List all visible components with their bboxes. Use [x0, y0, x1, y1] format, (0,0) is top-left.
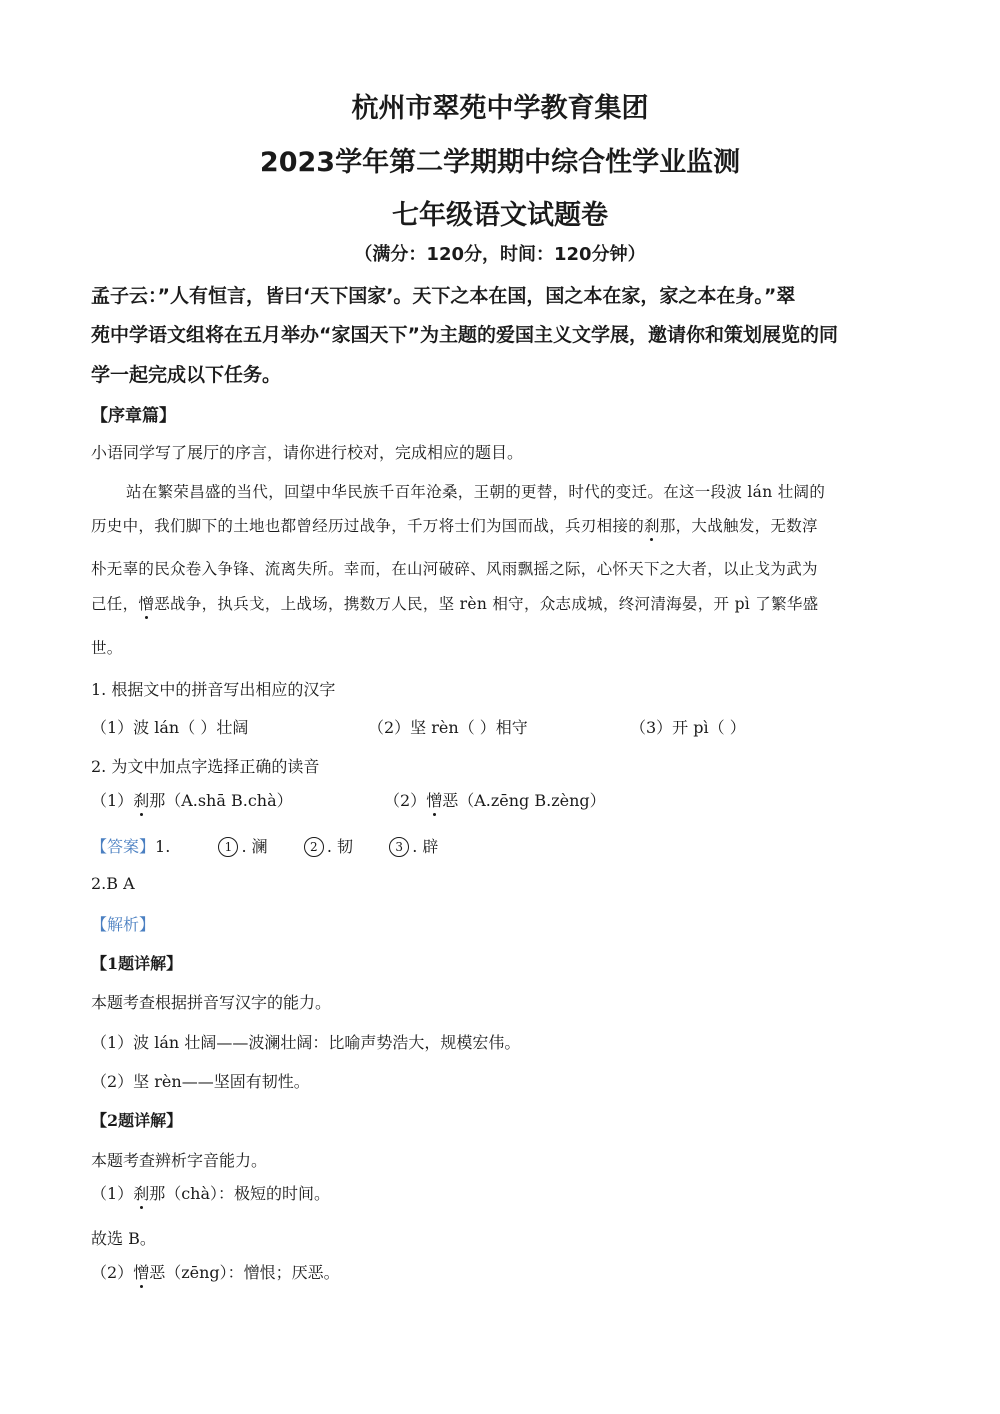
- intro-line-2: 苑中学语文组将在五月举办“家国天下”为主题的爱国主义文学展，邀请你和策划展览的同: [91, 324, 838, 346]
- dotted-char: 刹: [133, 1184, 150, 1203]
- dotted-char: 刹: [644, 517, 660, 535]
- q1-detail-desc: 本题考查根据拼音写汉字的能力。: [91, 993, 332, 1012]
- q2-stem: 2. 为文中加点字选择正确的读音: [91, 757, 320, 776]
- q1-item-1: （1）波 lán（ ）壮阔: [91, 718, 249, 737]
- paper-title: 七年级语文试题卷: [392, 200, 608, 231]
- task-instruction: 小语同学写了展厅的序言，请你进行校对，完成相应的题目。: [91, 443, 524, 462]
- q1-detail-line-2: （2）坚 rèn——坚固有韧性。: [91, 1072, 310, 1091]
- q1-detail-line-1: （1）波 lán 壮阔——波澜壮阔：比喻声势浩大，规模宏伟。: [91, 1033, 521, 1052]
- q2-detail-line-1: （1）刹那（chà）：极短的时间。: [91, 1184, 331, 1203]
- answer-label: 【答案】: [91, 837, 156, 856]
- q1-stem: 1. 根据文中的拼音写出相应的汉字: [91, 680, 336, 699]
- dotted-char: 憎: [426, 791, 443, 810]
- section-preface: 【序章篇】: [91, 406, 176, 426]
- circled-number: 3: [389, 837, 409, 857]
- circled-number: 2: [304, 837, 324, 857]
- passage-line-4: 己任，憎恶战争，执兵戈，上战场，携数万人民，坚 rèn 相守，众志成城，终河清海晏，开 pì 了繁华盛: [91, 595, 819, 613]
- answer-line-1: 【答案】1. 1 . 澜 2 . 韧 3 . 辟: [91, 837, 439, 856]
- dotted-char: 憎: [138, 595, 155, 613]
- school-title: 杭州市翠苑中学教育集团: [351, 93, 649, 124]
- q2-item-2: （2）憎恶（A.zēng B.zèng）: [384, 791, 606, 810]
- circled-number: 1: [218, 837, 238, 857]
- passage-line-1: 站在繁荣昌盛的当代，回望中华民族千百年沧桑，王朝的更替，时代的变迁。在这一段波 lán 壮阔的: [126, 483, 826, 501]
- q1-item-2: （2）坚 rèn（ ）相守: [368, 718, 528, 737]
- intro-line-3: 学一起完成以下任务。: [91, 364, 282, 386]
- q2-detail-choice: 故选 B。: [91, 1229, 156, 1248]
- analysis-label: 【解析】: [91, 915, 156, 934]
- passage-line-5: 世。: [91, 639, 123, 657]
- dotted-char: 刹: [133, 791, 150, 810]
- passage-line-2: 历史中，我们脚下的土地也都曾经历过战争，千万将士们为国而战，兵刃相接的刹那，大战触发，无数淳: [91, 517, 818, 535]
- dotted-char: 憎: [133, 1263, 150, 1282]
- intro-line-1: 孟子云：”人有恒言，皆曰‘天下国家’。天下之本在国，国之本在家，家之本在身。”翠: [91, 285, 796, 307]
- exam-title: 2023学年第二学期期中综合性学业监测: [259, 147, 741, 178]
- q2-item-1: （1）刹那（A.shā B.chà）: [91, 791, 293, 810]
- q2-detail-line-2: （2）憎恶（zēng）：憎恨；厌恶。: [91, 1263, 340, 1282]
- passage-line-3: 朴无辜的民众卷入争锋、流离失所。幸而，在山河破碎、风雨飘摇之际，心怀天下之大者，以止戈为武为: [91, 560, 818, 578]
- q2-detail-heading: 【2题详解】: [91, 1111, 183, 1130]
- q1-item-3: （3）开 pì（ ）: [630, 718, 746, 737]
- score-time: （满分：120分，时间：120分钟）: [354, 244, 646, 265]
- q1-detail-heading: 【1题详解】: [91, 954, 183, 973]
- q2-detail-desc: 本题考查辨析字音能力。: [91, 1151, 268, 1170]
- answer-line-2: 2.B A: [91, 874, 135, 893]
